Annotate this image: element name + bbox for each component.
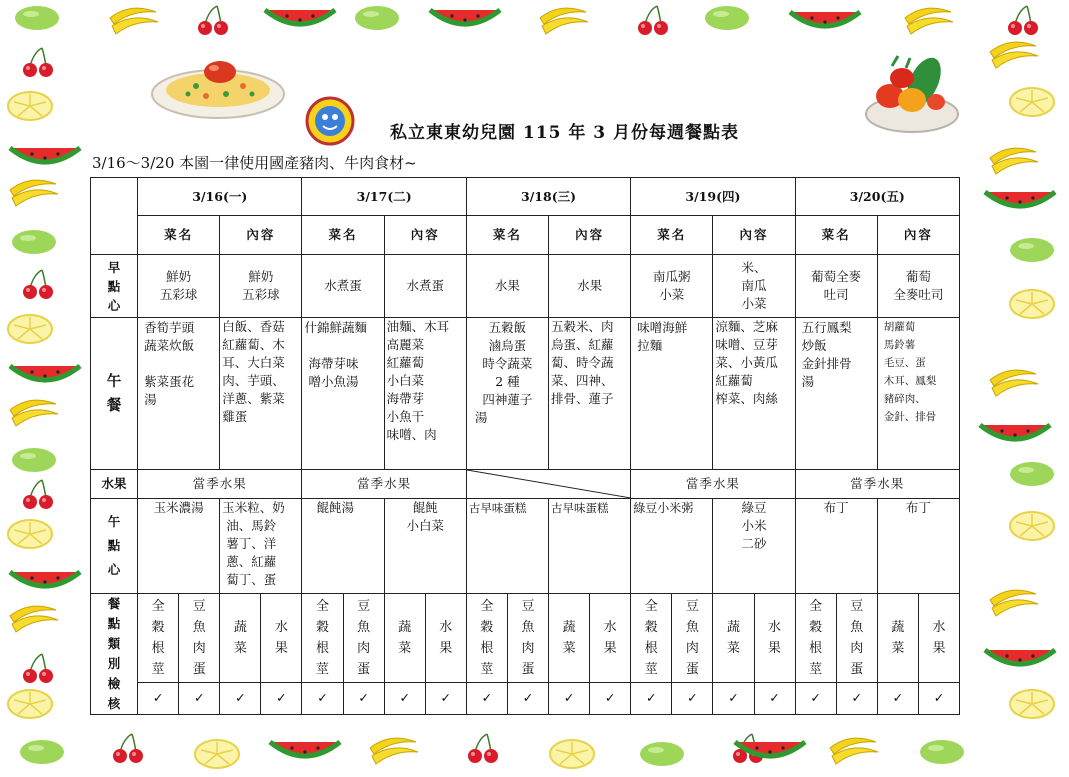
breakfast-name-tue: 水煮蛋 xyxy=(302,255,384,318)
category-grains: 全穀根莖 xyxy=(795,594,836,683)
check-mark: ✓ xyxy=(795,682,836,714)
afternoon-content-tue: 餛飩 小白菜 xyxy=(384,499,466,594)
green-mango-icon xyxy=(12,230,56,254)
check-mark: ✓ xyxy=(138,682,179,714)
breakfast-name-wed: 水果 xyxy=(466,255,548,318)
check-mark: ✓ xyxy=(343,682,384,714)
watermelon-icon xyxy=(270,742,340,756)
lemon-slice-icon xyxy=(1010,290,1054,318)
breakfast-content-mon: 鮮奶 五彩球 xyxy=(220,255,302,318)
column-header-name: 菜名 xyxy=(795,216,877,255)
banana-icon xyxy=(370,738,418,764)
banana-icon xyxy=(540,8,588,34)
cherry-icon xyxy=(468,734,498,763)
cherry-icon xyxy=(23,480,53,509)
lemon-slice-icon xyxy=(550,740,594,768)
check-mark: ✓ xyxy=(220,682,261,714)
category-fruit: 水果 xyxy=(425,594,466,683)
cherry-icon xyxy=(1008,6,1038,35)
category-fruit: 水果 xyxy=(918,594,959,683)
lunch-name-wed: 五穀飯 滷烏蛋 時令蔬菜 2 種 四神蓮子 湯 xyxy=(466,318,548,470)
category-grains: 全穀根莖 xyxy=(302,594,343,683)
vegetable-plate-icon xyxy=(862,52,962,137)
fruit-tue: 當季水果 xyxy=(302,470,466,499)
column-header-content: 內容 xyxy=(549,216,631,255)
lemon-slice-icon xyxy=(8,92,52,120)
empty-cell-diagonal xyxy=(467,470,631,498)
green-mango-icon xyxy=(640,742,684,766)
category-fruit: 水果 xyxy=(261,594,302,683)
column-header-content: 內容 xyxy=(384,216,466,255)
lemon-slice-icon xyxy=(1010,88,1054,116)
green-mango-icon xyxy=(20,740,64,764)
banana-icon xyxy=(990,590,1038,616)
check-mark: ✓ xyxy=(302,682,343,714)
category-vegetables: 蔬菜 xyxy=(549,594,590,683)
page-title: 私立東東幼兒園 115 年 3 月份每週餐點表 xyxy=(390,123,739,143)
breakfast-content-tue: 水煮蛋 xyxy=(384,255,466,318)
lunch-name-mon: 香筍芋頭 蔬菜炊飯 紫菜蛋花 湯 xyxy=(138,318,220,470)
check-mark: ✓ xyxy=(713,682,754,714)
fruit-thu: 當季水果 xyxy=(631,470,795,499)
lunch-content-mon: 白飯、香菇 紅蘿蔔、木 耳、大白菜 肉、芋頭、 洋蔥、紫菜 雞蛋 xyxy=(220,318,302,470)
check-mark: ✓ xyxy=(590,682,631,714)
banana-icon xyxy=(10,400,58,426)
watermelon-icon xyxy=(430,10,500,24)
category-fruit: 水果 xyxy=(754,594,795,683)
category-grains: 全穀根莖 xyxy=(631,594,672,683)
school-logo-icon xyxy=(305,96,355,146)
lemon-slice-icon xyxy=(1010,690,1054,718)
afternoon-content-thu: 綠豆 小米 二砂 xyxy=(713,499,795,594)
lunch-name-tue: 什錦鮮蔬麵 海帶芽味 噌小魚湯 xyxy=(302,318,384,470)
corner-cell xyxy=(91,178,138,255)
lemon-slice-icon xyxy=(8,520,52,548)
column-header-content: 內容 xyxy=(220,216,302,255)
column-header-content: 內容 xyxy=(877,216,959,255)
day-header: 3/19(四) xyxy=(631,178,795,216)
category-fruit: 水果 xyxy=(590,594,631,683)
day-header: 3/20(五) xyxy=(795,178,959,216)
check-mark: ✓ xyxy=(179,682,220,714)
category-vegetables: 蔬菜 xyxy=(713,594,754,683)
watermelon-icon xyxy=(980,425,1050,439)
afternoon-content-mon: 玉米粒、奶 油、馬鈴 薯丁、洋 蔥、紅蘿 蔔丁、蛋 xyxy=(220,499,302,594)
watermelon-icon xyxy=(10,148,80,162)
check-mark: ✓ xyxy=(261,682,302,714)
banana-icon xyxy=(990,370,1038,396)
banana-icon xyxy=(110,8,158,34)
category-vegetables: 蔬菜 xyxy=(384,594,425,683)
watermelon-icon xyxy=(985,192,1055,206)
cherry-icon xyxy=(23,48,53,77)
lunch-content-fri: 胡蘿蔔 馬鈴薯 毛豆、蛋 木耳、鳳梨 豬碎肉、 金針、排骨 xyxy=(877,318,959,470)
check-mark: ✓ xyxy=(507,682,548,714)
cherry-icon xyxy=(23,270,53,299)
watermelon-icon xyxy=(10,572,80,586)
lunch-name-fri: 五行鳳梨 炒飯 金針排骨 湯 xyxy=(795,318,877,470)
fruit-wed xyxy=(466,470,630,499)
afternoon-name-fri: 布丁 xyxy=(795,499,877,594)
afternoon-name-wed: 古早味蛋糕 xyxy=(466,499,548,594)
category-grains: 全穀根莖 xyxy=(138,594,179,683)
week-note: 3/16～3/20 本園一律使用國產豬肉、牛肉食材~ xyxy=(92,154,417,172)
green-mango-icon xyxy=(705,6,749,30)
weekly-menu-table xyxy=(90,177,960,715)
afternoon-name-thu: 綠豆小米粥 xyxy=(631,499,713,594)
category-vegetables: 蔬菜 xyxy=(877,594,918,683)
green-mango-icon xyxy=(15,6,59,30)
fruit-fri: 當季水果 xyxy=(795,470,959,499)
afternoon-content-fri: 布丁 xyxy=(877,499,959,594)
category-protein: 豆魚肉蛋 xyxy=(836,594,877,683)
watermelon-icon xyxy=(265,10,335,24)
lunch-content-tue: 油麵、木耳 高麗菜 紅蘿蔔 小白菜 海帶芽 小魚干 味噌、肉 xyxy=(384,318,466,470)
category-protein: 豆魚肉蛋 xyxy=(507,594,548,683)
check-mark: ✓ xyxy=(549,682,590,714)
column-header-name: 菜名 xyxy=(302,216,384,255)
lemon-slice-icon xyxy=(195,740,239,768)
check-mark: ✓ xyxy=(754,682,795,714)
check-mark: ✓ xyxy=(384,682,425,714)
lunch-content-wed: 五穀米、肉 烏蛋、紅蘿 蔔、時令蔬 菜、四神、 排骨、蓮子 xyxy=(549,318,631,470)
cherry-icon xyxy=(198,6,228,35)
lunch-name-thu: 味噌海鮮 拉麵 xyxy=(631,318,713,470)
afternoon-name-tue: 餛飩湯 xyxy=(302,499,384,594)
day-header: 3/16(一) xyxy=(138,178,302,216)
green-mango-icon xyxy=(355,6,399,30)
green-mango-icon xyxy=(1010,462,1054,486)
category-protein: 豆魚肉蛋 xyxy=(343,594,384,683)
row-label-breakfast: 早點心 xyxy=(91,255,138,318)
green-mango-icon xyxy=(920,740,964,764)
row-label-fruit: 水果 xyxy=(91,470,138,499)
lemon-slice-icon xyxy=(8,315,52,343)
column-header-name: 菜名 xyxy=(138,216,220,255)
check-mark: ✓ xyxy=(672,682,713,714)
banana-icon xyxy=(830,738,878,764)
cherry-icon xyxy=(113,734,143,763)
check-mark: ✓ xyxy=(877,682,918,714)
column-header-name: 菜名 xyxy=(631,216,713,255)
category-vegetables: 蔬菜 xyxy=(220,594,261,683)
row-label-check: 餐點類別檢核 xyxy=(91,594,138,715)
check-mark: ✓ xyxy=(836,682,877,714)
day-header: 3/17(二) xyxy=(302,178,466,216)
fruit-mon: 當季水果 xyxy=(138,470,302,499)
watermelon-icon xyxy=(985,650,1055,664)
afternoon-name-mon: 玉米濃湯 xyxy=(138,499,220,594)
row-label-afternoon: 午點心 xyxy=(91,499,138,594)
check-mark: ✓ xyxy=(918,682,959,714)
breakfast-content-fri: 葡萄 全麥吐司 xyxy=(877,255,959,318)
banana-icon xyxy=(10,180,58,206)
breakfast-name-mon: 鮮奶 五彩球 xyxy=(138,255,220,318)
breakfast-name-thu: 南瓜粥 小菜 xyxy=(631,255,713,318)
day-header: 3/18(三) xyxy=(466,178,630,216)
afternoon-content-wed: 古早味蛋糕 xyxy=(549,499,631,594)
banana-icon xyxy=(990,42,1038,68)
row-label-lunch: 午餐 xyxy=(91,318,138,470)
lemon-slice-icon xyxy=(1010,512,1054,540)
cherry-icon xyxy=(638,6,668,35)
banana-icon xyxy=(990,148,1038,174)
category-protein: 豆魚肉蛋 xyxy=(672,594,713,683)
green-mango-icon xyxy=(1010,238,1054,262)
category-protein: 豆魚肉蛋 xyxy=(179,594,220,683)
column-header-content: 內容 xyxy=(713,216,795,255)
breakfast-content-thu: 米、 南瓜 小菜 xyxy=(713,255,795,318)
cherry-icon xyxy=(23,654,53,683)
lunch-content-thu: 涼麵、芝麻 味噌、豆芽 菜、小黃瓜 紅蘿蔔 榨菜、肉絲 xyxy=(713,318,795,470)
fried-rice-plate-icon xyxy=(148,52,288,122)
breakfast-content-wed: 水果 xyxy=(549,255,631,318)
green-mango-icon xyxy=(12,448,56,472)
check-mark: ✓ xyxy=(631,682,672,714)
column-header-name: 菜名 xyxy=(466,216,548,255)
banana-icon xyxy=(10,606,58,632)
category-grains: 全穀根莖 xyxy=(466,594,507,683)
watermelon-icon xyxy=(790,12,860,26)
check-mark: ✓ xyxy=(425,682,466,714)
watermelon-icon xyxy=(10,366,80,380)
lemon-slice-icon xyxy=(8,690,52,718)
breakfast-name-fri: 葡萄全麥 吐司 xyxy=(795,255,877,318)
check-mark: ✓ xyxy=(466,682,507,714)
banana-icon xyxy=(905,8,953,34)
